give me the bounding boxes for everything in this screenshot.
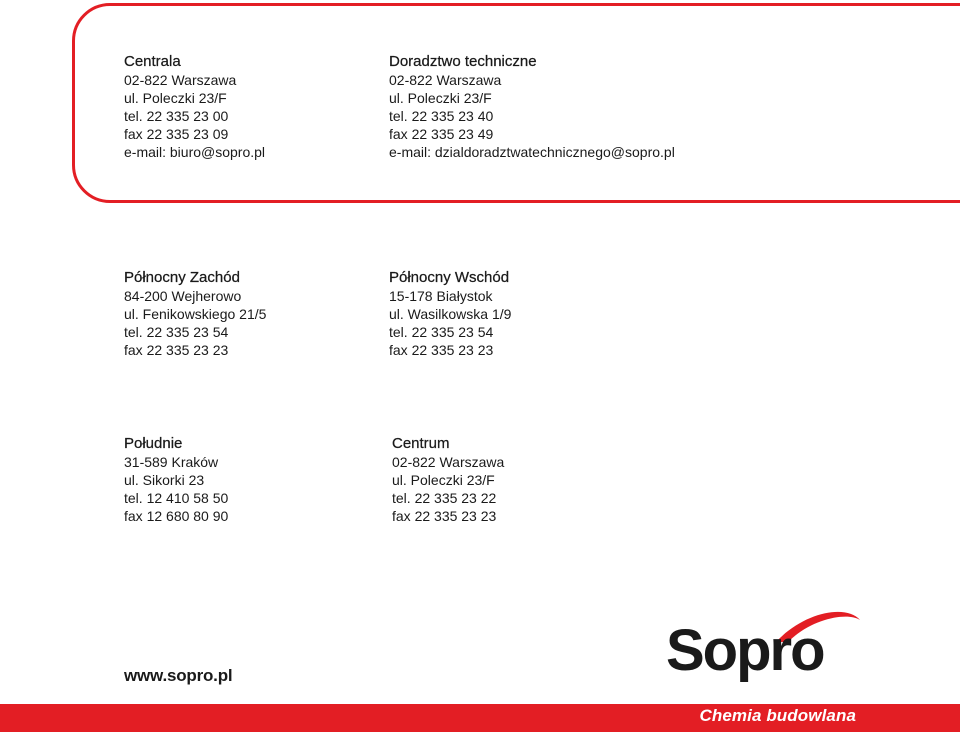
office-title: Doradztwo techniczne — [389, 53, 537, 70]
office-polnocny-zachod — [124, 268, 266, 359]
office-phone: tel. 22 335 23 54 — [389, 324, 494, 340]
tagline: Chemia budowlana — [699, 706, 856, 725]
office-address-street: ul. Fenikowskiego 21/5 — [124, 306, 267, 322]
office-fax: fax 22 335 23 23 — [124, 342, 229, 358]
office-address-city: 84-200 Wejherowo — [124, 288, 242, 304]
office-phone: tel. 22 335 23 40 — [389, 108, 494, 124]
office-address-city: 02-822 Warszawa — [392, 454, 505, 470]
office-polnocny-wschod — [389, 268, 511, 359]
office-address-city: 02-822 Warszawa — [124, 72, 237, 88]
office-centrala — [124, 52, 265, 161]
office-title: Centrum — [392, 435, 450, 452]
office-address-street: ul. Poleczki 23/F — [392, 472, 495, 488]
office-phone: tel. 22 335 23 00 — [124, 108, 229, 124]
office-doradztwo — [389, 52, 675, 161]
office-fax: fax 22 335 23 23 — [392, 508, 497, 524]
office-title: Północny Wschód — [389, 269, 510, 286]
office-fax: fax 22 335 23 49 — [389, 126, 494, 142]
office-address-street: ul. Sikorki 23 — [124, 472, 205, 488]
website-link[interactable]: www.sopro.pl — [124, 666, 233, 685]
office-email[interactable]: e-mail: dzialdoradztwatechnicznego@sopro.pl — [389, 144, 675, 160]
office-fax: fax 22 335 23 23 — [389, 342, 494, 358]
office-title: Południe — [124, 435, 183, 452]
office-poludnie — [124, 434, 228, 525]
office-fax: fax 12 680 80 90 — [124, 508, 229, 524]
footer-band — [0, 704, 960, 732]
sopro-logo-text: Sopro — [666, 618, 824, 683]
office-phone: tel. 22 335 23 54 — [124, 324, 229, 340]
office-address-city: 15-178 Białystok — [389, 288, 493, 304]
office-address-street: ul. Wasilkowska 1/9 — [389, 306, 512, 322]
office-address-street: ul. Poleczki 23/F — [124, 90, 227, 106]
office-title: Centrala — [124, 53, 181, 70]
office-address-city: 02-822 Warszawa — [389, 72, 502, 88]
office-address-street: ul. Poleczki 23/F — [389, 90, 492, 106]
office-title: Północny Zachód — [124, 269, 240, 286]
office-phone: tel. 12 410 58 50 — [124, 490, 229, 506]
sopro-logo-graphic — [664, 606, 864, 692]
sopro-logo — [664, 606, 864, 697]
office-address-city: 31-589 Kraków — [124, 454, 219, 470]
office-centrum — [392, 434, 504, 525]
office-fax: fax 22 335 23 09 — [124, 126, 229, 142]
office-email[interactable]: e-mail: biuro@sopro.pl — [124, 144, 266, 160]
office-phone: tel. 22 335 23 22 — [392, 490, 497, 506]
